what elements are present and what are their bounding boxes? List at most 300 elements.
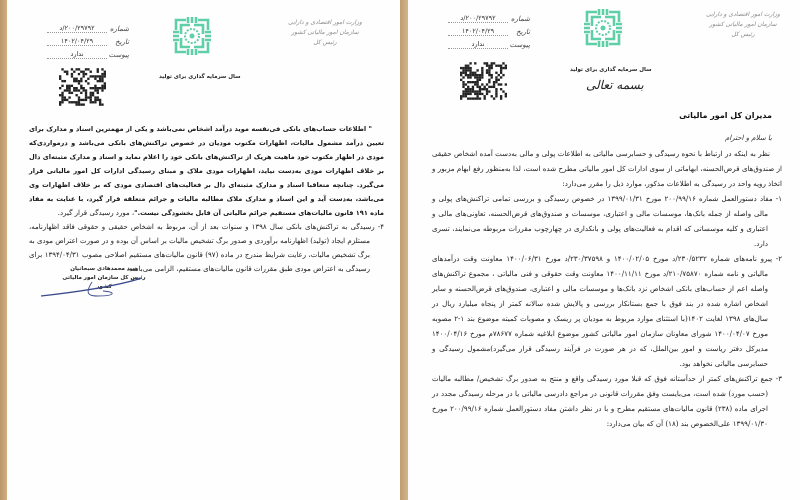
qr-module xyxy=(68,92,70,94)
qr-module xyxy=(101,68,103,70)
qr-module xyxy=(476,86,478,88)
qr-module xyxy=(104,75,106,77)
qr-module xyxy=(488,79,490,81)
qr-module xyxy=(462,86,464,88)
qr-module xyxy=(68,87,70,89)
qr-module xyxy=(498,74,500,76)
qr-module xyxy=(500,95,502,97)
qr-module xyxy=(61,99,63,101)
letter-attachment: ندارد xyxy=(448,40,508,49)
qr-module xyxy=(491,76,493,78)
qr-module xyxy=(467,86,469,88)
qr-module xyxy=(85,94,87,96)
qr-module xyxy=(505,95,507,97)
qr-module xyxy=(465,90,467,92)
scan-border-left xyxy=(0,0,7,500)
qr-module xyxy=(460,95,462,97)
qr-module xyxy=(500,72,502,74)
qr-module xyxy=(101,80,103,82)
number-label: شماره xyxy=(109,24,129,33)
qr-module xyxy=(85,89,87,91)
qr-module xyxy=(97,89,99,91)
qr-module xyxy=(71,68,73,70)
handwritten-signature xyxy=(37,272,147,302)
qr-module xyxy=(64,99,66,101)
qr-module xyxy=(71,101,73,103)
qr-module xyxy=(97,87,99,89)
qr-module xyxy=(467,74,469,76)
qr-module xyxy=(90,87,92,89)
qr-module xyxy=(465,74,467,76)
qr-module xyxy=(488,67,490,69)
qr-module xyxy=(87,96,89,98)
qr-module xyxy=(73,80,75,82)
qr-module xyxy=(462,76,464,78)
qr-module xyxy=(78,101,80,103)
date-label: تاریخ xyxy=(115,37,129,46)
qr-module xyxy=(99,75,101,77)
qr-module xyxy=(479,88,481,90)
qr-module xyxy=(469,97,471,99)
qr-module xyxy=(495,65,497,67)
qr-module xyxy=(462,81,464,83)
qr-module xyxy=(500,76,502,78)
clause-2: ۲- پیرو نامه‌های شماره ۲۳۰/۵۲۳۲/د مورخ ۱۴۰۰/۰۲/۰۵ و ۲۳۰/۳۷۵۹۸/د مورخ ۱۴۰۰/۰۶/۳۱ معاونت وقت درآمدهای مالیاتی و نامه شماره ۲۱۰/۷۵۸۷۰/د مورخ ۱۴۰۰/۱۱/۱۱ معاونت وقت حقوقی و فنی مالیاتی ، مجموع تراکنش‌های واصله اعم از حساب‌های بانکی اشخاص نزد بانک‌ها و موسسات مالی و اعتباری، صندوق‌های قرض‌الحسنه و سایر اشخاص اشاره شده در بند فوق با جمع بستانکار بررسی و پالایش شده سالانه کمتر از پنجاه میلیارد ریال در سال‌های ۱۳۹۸ لغایت ۱۴۰۲(با استثنای موارد مربوط به مودیان پر ریسک و مصوبات کمیته موضوع بند ۱-۲ مصوبه مورخ ۱۴۰۰/۰۴/۰۷ شورای معاونان سازمان امور مالیاتی کشور موضوع ابلاغیه شماره ۷۸۶۷۷م مورخ ۱۴۰۰/۰۴/۱۶ مدیرکل دفتر ریاست و امور بین‌الملل، که در هر صورت در فرآیند رسیدگی قرار می‌گیرد)مشمول رسیدگی و حسابرسی مالیاتی نخواهد بود. xyxy=(432,254,783,368)
qr-module xyxy=(97,99,99,101)
qr-module xyxy=(505,83,507,85)
qr-module xyxy=(66,89,68,91)
qr-module xyxy=(64,80,66,82)
qr-module xyxy=(59,103,61,105)
qr-module xyxy=(472,88,474,90)
qr-module xyxy=(92,101,94,103)
year-slogan: سال سرمایه گذاری برای تولید xyxy=(159,74,241,80)
qr-module xyxy=(474,74,476,76)
qr-module xyxy=(481,93,483,95)
ministry-line: وزارت امور اقتصادی و دارایی xyxy=(288,19,362,26)
qr-module xyxy=(465,65,467,67)
letter-body-continued xyxy=(29,122,384,276)
qr-module xyxy=(87,82,89,84)
qr-module xyxy=(75,87,77,89)
qr-module xyxy=(474,72,476,74)
qr-module xyxy=(92,94,94,96)
qr-module xyxy=(505,93,507,95)
qr-module xyxy=(78,73,80,75)
qr-module xyxy=(474,97,476,99)
qr-module xyxy=(467,93,469,95)
qr-module xyxy=(505,65,507,67)
qr-module xyxy=(474,83,476,85)
qr-module xyxy=(92,87,94,89)
qr-module xyxy=(467,97,469,99)
qr-module xyxy=(495,90,497,92)
qr-module xyxy=(488,69,490,71)
qr-module xyxy=(474,76,476,78)
qr-module xyxy=(94,87,96,89)
signatory-title: رئیس کل سازمان امور مالیاتی کشور xyxy=(62,275,146,290)
qr-module xyxy=(61,92,63,94)
qr-module xyxy=(472,81,474,83)
qr-module xyxy=(460,79,462,81)
qr-module xyxy=(486,69,488,71)
qr-module xyxy=(488,65,490,67)
qr-module xyxy=(59,78,61,80)
qr-module xyxy=(64,71,66,73)
letter-page-1 xyxy=(408,0,800,500)
qr-module xyxy=(481,67,483,69)
qr-module xyxy=(66,99,68,101)
qr-module xyxy=(476,69,478,71)
qr-module xyxy=(498,83,500,85)
letter-attachment: ندارد xyxy=(47,50,107,59)
qr-module xyxy=(460,72,462,74)
qr-module xyxy=(104,71,106,73)
qr-module xyxy=(75,68,77,70)
qr-module xyxy=(78,89,80,91)
qr-module xyxy=(472,74,474,76)
qr-module xyxy=(502,67,504,69)
qr-code xyxy=(460,62,507,100)
qr-module xyxy=(488,86,490,88)
qr-module xyxy=(500,97,502,99)
qr-module xyxy=(78,68,80,70)
qr-module xyxy=(85,96,87,98)
qr-module xyxy=(78,99,80,101)
qr-module xyxy=(61,94,63,96)
qr-module xyxy=(462,93,464,95)
qr-module xyxy=(59,75,61,77)
qr-module xyxy=(467,90,469,92)
qr-module xyxy=(484,86,486,88)
qr-module xyxy=(476,81,478,83)
qr-module xyxy=(469,90,471,92)
qr-module xyxy=(75,103,77,105)
qr-module xyxy=(75,78,77,80)
qr-module xyxy=(495,76,497,78)
qr-module xyxy=(75,94,77,96)
qr-module xyxy=(101,89,103,91)
qr-module xyxy=(99,99,101,101)
qr-module xyxy=(75,101,77,103)
qr-module xyxy=(502,90,504,92)
qr-module xyxy=(488,90,490,92)
qr-module xyxy=(97,68,99,70)
qr-module xyxy=(484,95,486,97)
qr-module xyxy=(97,75,99,77)
qr-module xyxy=(469,74,471,76)
qr-module xyxy=(474,93,476,95)
qr-module xyxy=(465,88,467,90)
qr-module xyxy=(97,92,99,94)
qr-module xyxy=(476,74,478,76)
qr-module xyxy=(97,80,99,82)
qr-module xyxy=(491,67,493,69)
ministry-line: وزارت امور اقتصادی و دارایی xyxy=(706,11,780,18)
qr-module xyxy=(465,83,467,85)
qr-module xyxy=(73,89,75,91)
qr-module xyxy=(78,103,80,105)
qr-module xyxy=(495,79,497,81)
qr-module xyxy=(469,81,471,83)
qr-module xyxy=(495,95,497,97)
qr-module xyxy=(61,85,63,87)
qr-module xyxy=(83,103,85,105)
qr-module xyxy=(469,93,471,95)
qr-module xyxy=(481,74,483,76)
qr-module xyxy=(467,81,469,83)
letter-meta xyxy=(448,12,530,51)
ministry-line: سازمان امور مالیاتی کشور xyxy=(291,29,359,36)
qr-module xyxy=(488,74,490,76)
quoted-clause: " اطلاعات حساب‌های بانکی فی‌نفسه موید درآمد اشخاص نمی‌باشد و یکی از مهمترین اسناد و مدارک برای تعیین درآمد مشمول مالیات، اظهارات مکتوب مودیان در خصوص تراکنش‌های بانکی می‌باشد و درمواردی‌که مودی در اظهار مکتوب خود ماهیت هریک از تراکنش‌های بانکی خود را اعلام نماید و اسناد و مدارک مثبته‌ای دال بر خلاف اظهارات مودی به‌دست نیاید، اظهارات مودی ملاک و مبنای رسیدگی ادارات کل امور مالیاتی قرار می‌گیرد. چنانچه متعاقبا اسناد و مدارک مثبته‌ای دال بر فعالیت‌های اقتصادی مودی که بر خلاف اظهارات وی می‌باشد، به‌دست آید و این اسناد و مدارک ملاک مطالبه مالیات و جرائم متعلقه قرار گیرد، با عنایت به مفاد ماده ۱۹۱ قانون مالیات‌های مستقیم جرائم مالیاتی آن قابل بخشودگی نیست." xyxy=(29,125,384,217)
year-slogan: سال سرمایه گذاری برای تولید xyxy=(570,67,652,73)
qr-module xyxy=(488,72,490,74)
qr-module xyxy=(498,79,500,81)
qr-module xyxy=(465,67,467,69)
qr-module xyxy=(479,76,481,78)
qr-module xyxy=(502,74,504,76)
qr-module xyxy=(73,87,75,89)
qr-module xyxy=(104,82,106,84)
qr-module xyxy=(495,88,497,90)
qr-module xyxy=(493,62,495,64)
qr-module xyxy=(462,90,464,92)
qr-module xyxy=(90,92,92,94)
qr-module xyxy=(80,78,82,80)
qr-module xyxy=(85,92,87,94)
qr-module xyxy=(59,87,61,89)
qr-module xyxy=(486,88,488,90)
qr-module xyxy=(104,87,106,89)
qr-module xyxy=(488,81,490,83)
qr-module xyxy=(66,85,68,87)
qr-module xyxy=(97,96,99,98)
qr-module xyxy=(505,67,507,69)
qr-module xyxy=(467,69,469,71)
qr-module xyxy=(94,85,96,87)
qr-module xyxy=(491,74,493,76)
qr-module xyxy=(460,97,462,99)
tax-organization-emblem-icon xyxy=(170,14,214,58)
qr-module xyxy=(78,80,80,82)
qr-module xyxy=(462,83,464,85)
qr-module xyxy=(71,92,73,94)
qr-module xyxy=(83,87,85,89)
qr-module xyxy=(460,67,462,69)
qr-code xyxy=(59,68,106,106)
qr-module xyxy=(78,96,80,98)
qr-module xyxy=(462,95,464,97)
qr-module xyxy=(59,94,61,96)
qr-module xyxy=(101,78,103,80)
qr-module xyxy=(500,69,502,71)
qr-module xyxy=(68,96,70,98)
qr-module xyxy=(101,103,103,105)
qr-module xyxy=(500,65,502,67)
clause-3: ۳- جمع تراکنش‌های کمتر از حدآستانه فوق که قبلا مورد رسیدگی واقع و منتج به صدور برگ تشخیص/ مطالبه مالیات (حسب مورد) شده است، می‌بایست وفق مقررات قانونی در مراجع دادرسی مالیاتی یا در مرحله رسیدگی مجدد در اجرای ماده (۲۳۸) قانون مالیات‌های مستقیم مطرح و با در نظر داشتن مفاد دستورالعمل شماره ۲۰۰/۹۹/۱۶ مورخ ۱۳۹۹/۰۱/۳۰ علی‌الخصوص بند (۱۸) آن که بیان می‌دارد: xyxy=(432,374,782,428)
letter-number: ۲۰۰/۲۹۷۹۲/د xyxy=(448,14,508,23)
qr-module xyxy=(64,89,66,91)
qr-module xyxy=(476,79,478,81)
qr-module xyxy=(502,62,504,64)
ministry-line: سازمان امور مالیاتی کشور xyxy=(709,21,777,28)
qr-module xyxy=(87,78,89,80)
tax-organization-emblem-icon xyxy=(581,6,625,50)
qr-module xyxy=(97,71,99,73)
qr-module xyxy=(474,90,476,92)
qr-module xyxy=(481,76,483,78)
qr-module xyxy=(469,76,471,78)
qr-module xyxy=(495,72,497,74)
greeting: با سلام و احترام xyxy=(724,134,772,142)
qr-module xyxy=(484,97,486,99)
qr-module xyxy=(486,83,488,85)
qr-module xyxy=(481,88,483,90)
qr-module xyxy=(476,83,478,85)
qr-module xyxy=(99,78,101,80)
qr-module xyxy=(85,99,87,101)
qr-module xyxy=(68,101,70,103)
scan-border-middle xyxy=(400,0,408,500)
qr-module xyxy=(99,80,101,82)
qr-module xyxy=(500,67,502,69)
qr-module xyxy=(476,93,478,95)
qr-module xyxy=(85,73,87,75)
qr-module xyxy=(90,75,92,77)
qr-module xyxy=(83,89,85,91)
addressee: مدیران کل امور مالیاتی xyxy=(679,111,772,120)
qr-module xyxy=(474,62,476,64)
qr-module xyxy=(479,97,481,99)
qr-module xyxy=(90,94,92,96)
qr-module xyxy=(99,87,101,89)
qr-module xyxy=(80,80,82,82)
qr-module xyxy=(491,86,493,88)
qr-module xyxy=(491,95,493,97)
qr-module xyxy=(486,93,488,95)
intro-paragraph: نظر به اینکه در ارتباط با نحوه رسیدگی و حسابرسی مالیاتی به اطلاعات پولی و مالی به‌دست آمده اشخاص حقیقی از صندوق‌های قرض‌الحسنه، ابهاماتی از سوی ادارات کل امور مالیاتی مطرح شده است، لذا به‌منظور رفع ابهام مزبور و اتخاذ رویه واحد در رسیدگی به اطلاعات مذکور، موارد ذیل را مقرر می‌دارد: xyxy=(432,149,782,188)
qr-module xyxy=(90,96,92,98)
qr-module xyxy=(460,74,462,76)
qr-module xyxy=(75,80,77,82)
qr-module xyxy=(64,96,66,98)
qr-module xyxy=(486,65,488,67)
qr-module xyxy=(80,99,82,101)
qr-module xyxy=(481,69,483,71)
bismillah-calligraphy: بسمه تعالی xyxy=(586,78,644,92)
qr-module xyxy=(61,80,63,82)
qr-module xyxy=(462,67,464,69)
qr-module xyxy=(85,80,87,82)
qr-module xyxy=(83,71,85,73)
qr-module xyxy=(94,99,96,101)
qr-module xyxy=(472,90,474,92)
qr-module xyxy=(99,101,101,103)
qr-module xyxy=(59,101,61,103)
qr-module xyxy=(87,68,89,70)
qr-module xyxy=(493,86,495,88)
qr-module xyxy=(94,101,96,103)
qr-module xyxy=(80,85,82,87)
clause-1: ۱- مفاد دستورالعمل شماره ۲۰۰/۹۹/۱۶ مورخ ۱۳۹۹/۰۱/۳۱ در خصوص رسیدگی و بررسی تمامی تراکنش‌های پولی و مالی واصله از جمله بانک‌ها، موسسات مالی و اعتباری، موسسات و صندوق‌های قرض‌الحسنه، تعاونی‌های مالی و اعتباری و کلیه موسساتی که اقدام به فعالیت‌های پولی و بانکداری در چهارچوب مقررات مربوطه می‌نمایند، تسری دارد. xyxy=(432,194,782,248)
qr-module xyxy=(465,72,467,74)
qr-module xyxy=(94,96,96,98)
qr-module xyxy=(484,88,486,90)
qr-module xyxy=(495,81,497,83)
qr-module xyxy=(500,83,502,85)
qr-module xyxy=(486,62,488,64)
qr-module xyxy=(465,93,467,95)
qr-module xyxy=(101,73,103,75)
qr-module xyxy=(61,68,63,70)
qr-module xyxy=(481,83,483,85)
qr-module xyxy=(479,93,481,95)
qr-module xyxy=(469,62,471,64)
letter-page-2 xyxy=(7,0,400,500)
qr-module xyxy=(474,81,476,83)
qr-module xyxy=(92,75,94,77)
qr-module xyxy=(467,67,469,69)
qr-module xyxy=(92,92,94,94)
qr-module xyxy=(493,83,495,85)
qr-module xyxy=(469,67,471,69)
qr-module xyxy=(467,76,469,78)
qr-module xyxy=(462,72,464,74)
qr-module xyxy=(486,72,488,74)
qr-module xyxy=(479,90,481,92)
qr-module xyxy=(90,101,92,103)
qr-module xyxy=(479,74,481,76)
ministry-line: رئیس کل xyxy=(313,39,337,46)
qr-module xyxy=(101,87,103,89)
ministry-line: رئیس کل xyxy=(731,31,755,38)
qr-module xyxy=(80,92,82,94)
qr-module xyxy=(75,89,77,91)
qr-module xyxy=(465,69,467,71)
qr-module xyxy=(465,95,467,97)
qr-module xyxy=(476,97,478,99)
qr-module xyxy=(479,79,481,81)
qr-module xyxy=(80,103,82,105)
qr-module xyxy=(476,76,478,78)
qr-module xyxy=(491,62,493,64)
qr-module xyxy=(101,85,103,87)
qr-module xyxy=(493,81,495,83)
attachment-label: پیوست xyxy=(509,40,530,49)
qr-module xyxy=(104,85,106,87)
qr-module xyxy=(472,86,474,88)
qr-module xyxy=(495,93,497,95)
qr-module xyxy=(71,85,73,87)
qr-module xyxy=(467,88,469,90)
qr-module xyxy=(484,62,486,64)
letter-date: ۱۴۰۲/۰۴/۲۹ xyxy=(448,27,508,36)
qr-module xyxy=(61,96,63,98)
qr-module xyxy=(99,103,101,105)
qr-module xyxy=(493,97,495,99)
quoted-clause-tail: ، مورد رسیدگی قرار گیرد. xyxy=(57,209,135,217)
qr-module xyxy=(83,75,85,77)
attachment-label: پیوست xyxy=(108,50,129,59)
qr-module xyxy=(73,71,75,73)
qr-module xyxy=(80,71,82,73)
qr-module xyxy=(462,69,464,71)
qr-module xyxy=(479,86,481,88)
qr-module xyxy=(68,89,70,91)
qr-module xyxy=(481,72,483,74)
qr-module xyxy=(66,71,68,73)
